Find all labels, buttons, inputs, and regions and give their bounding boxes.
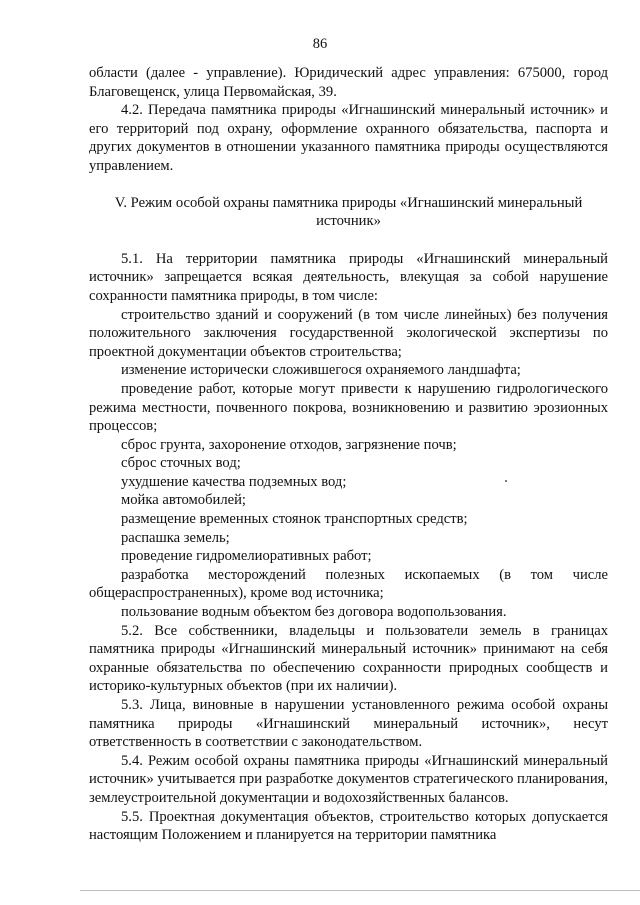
- section-heading: V. Режим особой охраны памятника природы «Игнашинский минеральный источник»: [114, 194, 583, 230]
- paragraph-5-3: 5.3. Лица, виновные в нарушении установленного режима особой охраны памятника природы «Игнашинский минеральный источник», несут ответственность в соответствии с законодательством.: [89, 697, 608, 751]
- paragraph-5-4: 5.4. Режим особой охраны памятника природы «Игнашинский минеральный источник» учитывается при разработке документов стратегического планирования, землеустроительной документации и водохозяйственных балансов.: [89, 752, 608, 806]
- list-item: сброс грунта, захоронение отходов, загрязнение почв;: [121, 436, 457, 453]
- list-item: проведение работ, которые могут привести к нарушению гидрологического режима местности, почвенного покрова, возникновению и развитию эрозионных процессов;: [89, 380, 608, 435]
- scan-speck: [505, 480, 507, 482]
- paragraph-address: области (далее - управление). Юридический адрес управления: 675000, город Благовещенск, улица Первомайская, 39.: [89, 65, 608, 100]
- list-item: ухудшение качества подземных вод;: [121, 473, 347, 490]
- list-item: сброс сточных вод;: [121, 455, 241, 472]
- list-item: строительство зданий и сооружений (в том числе линейных) без получения положительного заключения государственной экологической экспертизы по проектной документации объектов строительства;: [89, 306, 608, 360]
- paragraph-5-1: 5.1. На территории памятника природы «Игнашинский минеральный источник» запрещается всякая деятельность, влекущая за собой нарушение сохранности памятника природы, в том числе:: [89, 250, 608, 304]
- list-item: мойка автомобилей;: [121, 492, 246, 509]
- list-item: распашка земель;: [121, 529, 230, 546]
- paragraph-5-2: 5.2. Все собственники, владельцы и пользователи земель в границах памятника природы «Игнашинский минеральный источник» принимают на себя охранные обязательства по обеспечению сохранности природных сообществ и историко-культурных объектов (при их наличии).: [89, 622, 608, 695]
- paragraph-4-2: 4.2. Передача памятника природы «Игнашинский минеральный источник» и его территорий под охрану, оформление охранного обязательства, паспорта и других документов в отношении указанного памятника природы осуществляются управлением.: [89, 102, 608, 174]
- spacer: [89, 231, 608, 250]
- list-item: проведение гидромелиоративных работ;: [121, 548, 372, 565]
- spacer: [89, 176, 608, 194]
- list-item: размещение временных стоянок транспортных средств;: [121, 511, 468, 528]
- document-body: [89, 64, 608, 845]
- list-item: изменение исторически сложившегося охраняемого ландшафта;: [121, 362, 521, 379]
- list-item: разработка месторождений полезных ископаемых (в том числе общераспространенных), кроме вод источника;: [89, 566, 608, 602]
- paragraph-5-5: 5.5. Проектная документация объектов, строительство которых допускается настоящим Положением и планируется на территории памятника: [89, 808, 608, 844]
- page-edge-line: [80, 890, 640, 891]
- page-number: 86: [312, 36, 328, 52]
- list-item: пользование водным объектом без договора водопользования.: [121, 604, 507, 621]
